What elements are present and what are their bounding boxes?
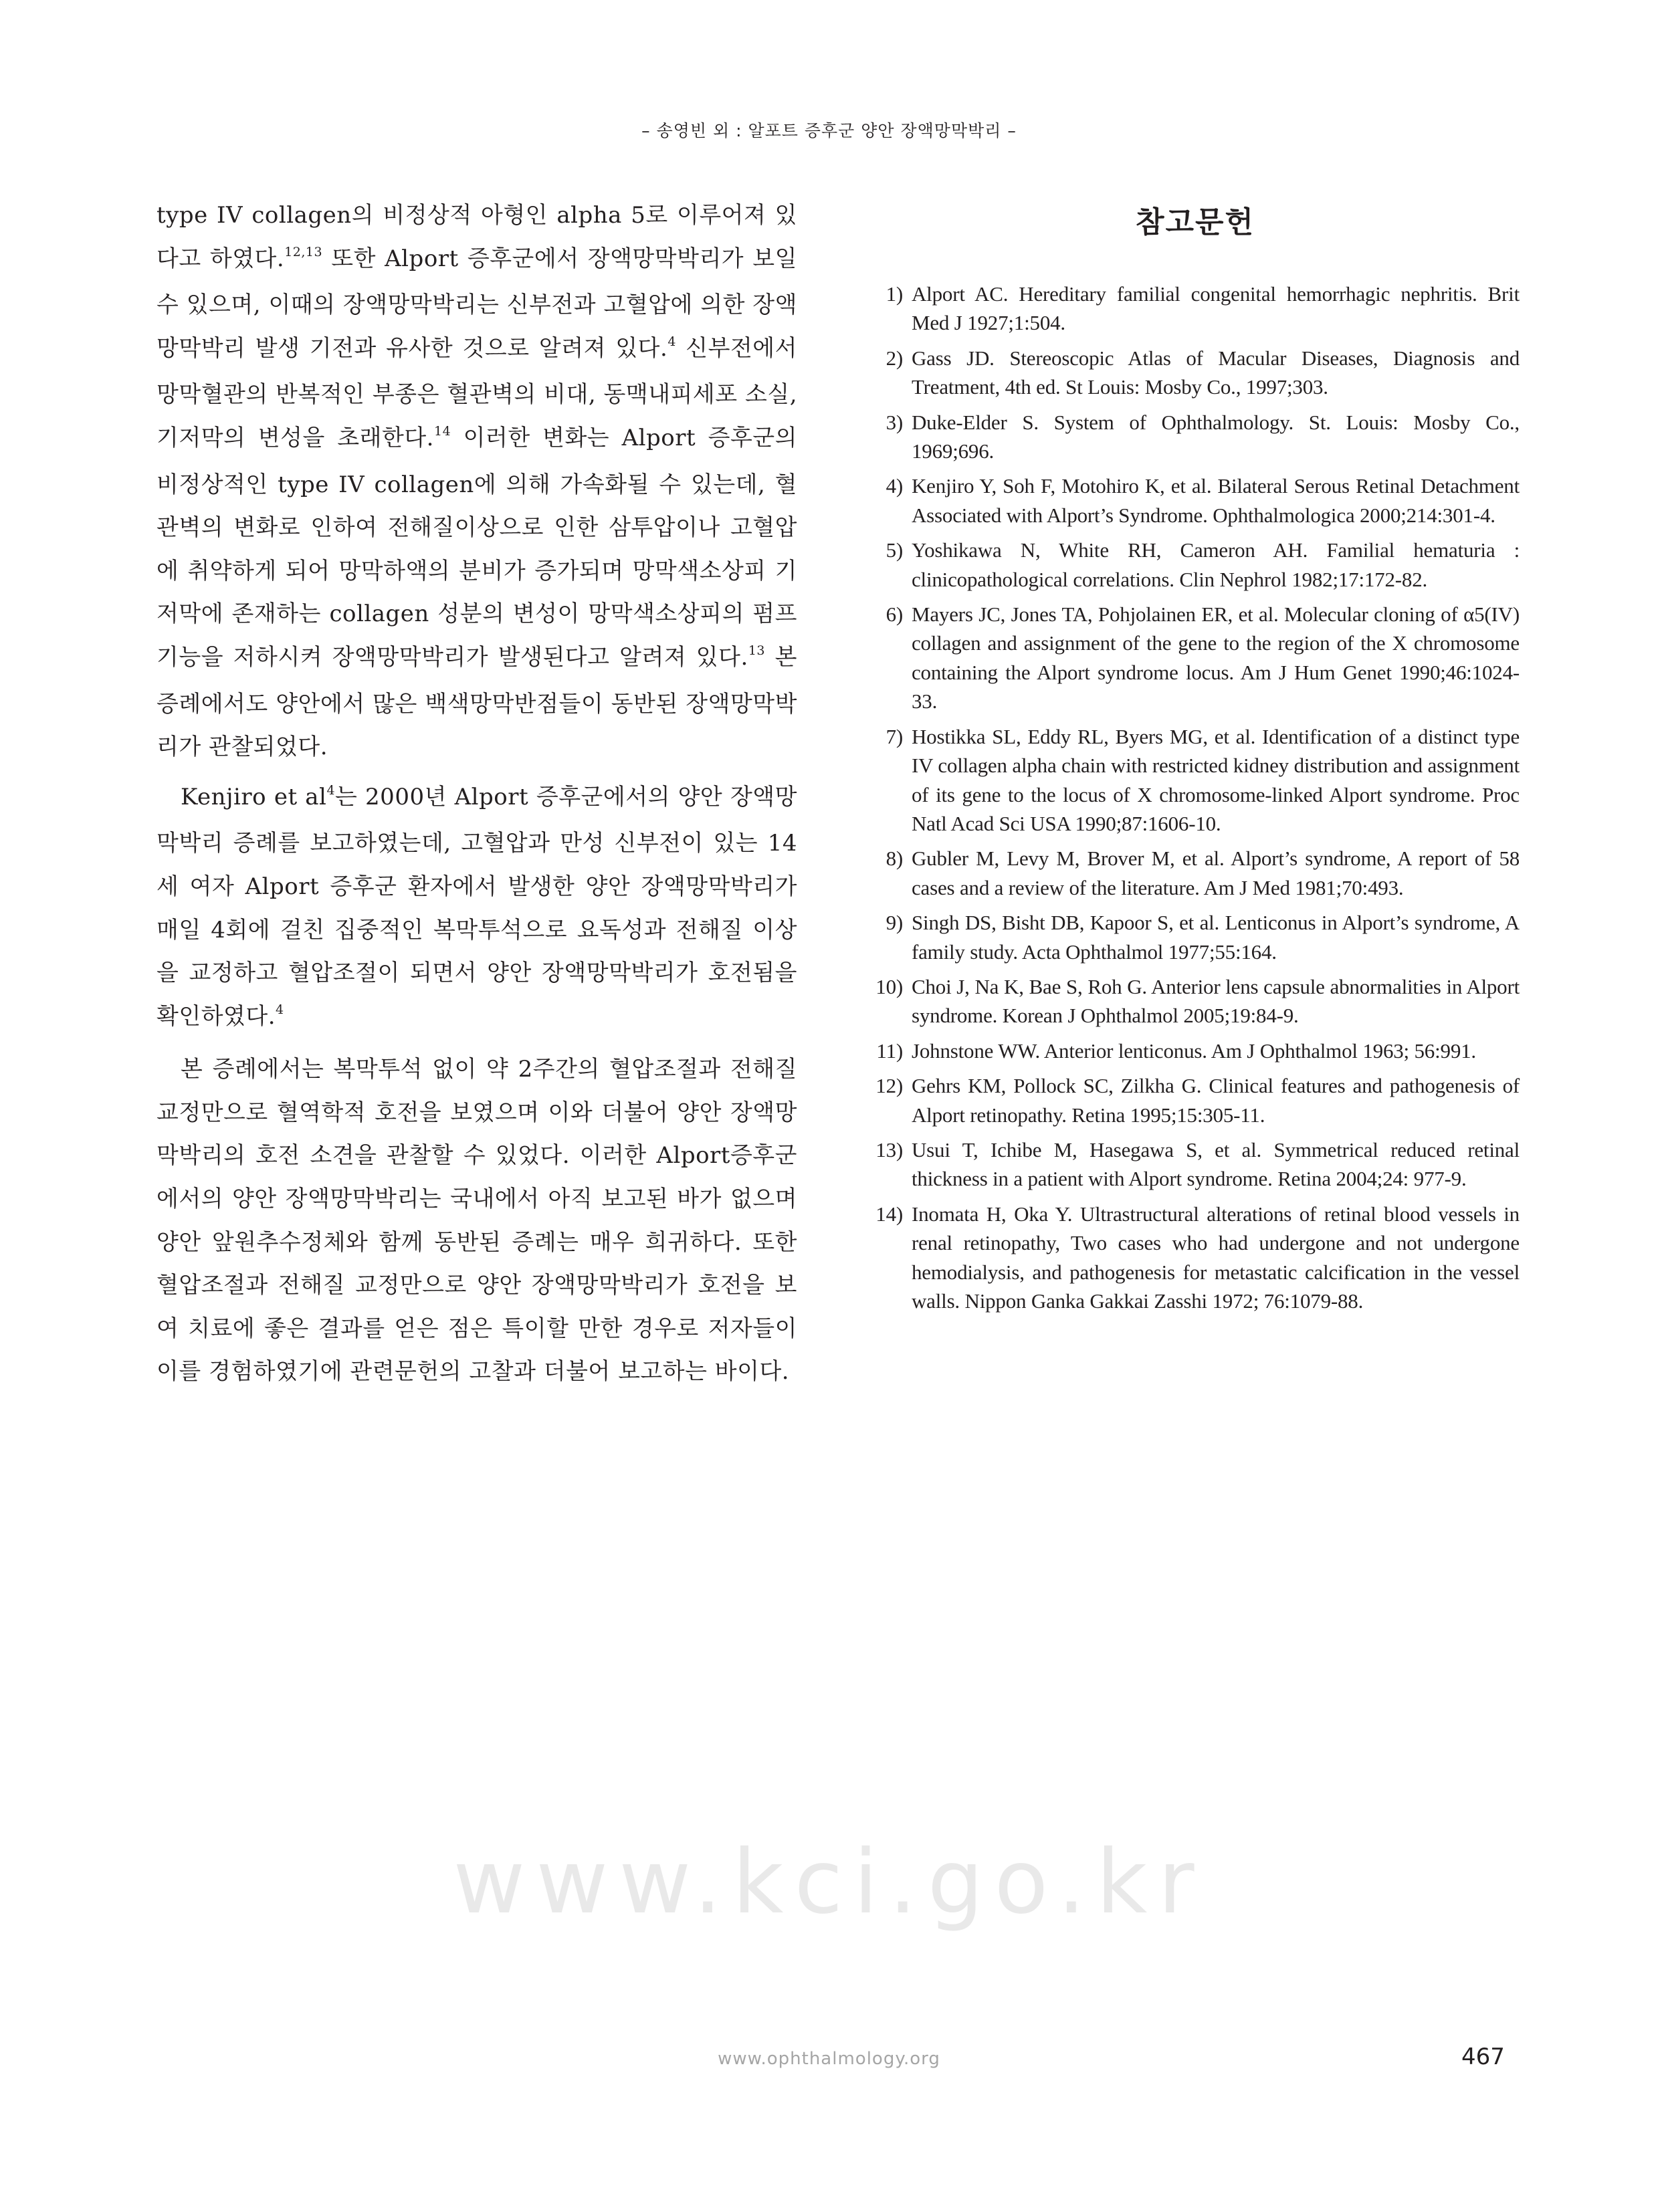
references-column	[871, 198, 1520, 1321]
p2-text-b: 는 2000년 Alport 증후군에서의 양안 장액망막박리 증례를 보고하였는데, 고혈압과 만성 신부전이 있는 14세 여자 Alport 증후군 환자에서 발생한 양안 장액망막박리가 매일 4회에 걸친 집중적인 복막투석으로 요독성과 전해질 이상을 교정하고 혈압조절이 되면서 양안 장액망막박리가 호전됨을 확인하였다.	[157, 783, 797, 1030]
p1-text-b: 또한 Alport 증후군에서 장액망막박리가 보일 수 있으며, 이때의 장액망막박리는 신부전과 고혈압에 의한 장액망막박리 발생 기전과 유사한 것으로 알려져 있다.	[157, 245, 797, 362]
citation-4: 4	[276, 1002, 284, 1017]
reference-item	[871, 1036, 1520, 1065]
watermark: www.kci.go.kr	[453, 1831, 1205, 1934]
reference-item	[871, 1135, 1520, 1194]
page-number: 467	[1461, 2043, 1505, 2070]
reference-text: Inomata H, Oka Y. Ultrastructural alterations of retinal blood vessels in renal retinopathy, Two cases who had undergone and not undergone hemodialysis, and pathogenesis for metastatic calcification in the vessel walls. Nippon Ganka Gakkai Zasshi 1972; 76:1079-88.	[912, 1202, 1520, 1313]
reference-number: 5)	[886, 538, 903, 562]
citation-4: 4	[667, 334, 676, 349]
citation-14: 14	[434, 423, 451, 439]
body-paragraph-3: 본 증례에서는 복막투석 없이 약 2주간의 혈압조절과 전해질 교정만으로 혈역학적 호전을 보였으며 이와 더불어 양안 장액망막박리의 호전 소견을 관찰할 수 있었다. 이러한 Alport증후군에서의 양안 장액망막박리는 국내에서 아직 보고된 바가 없으며 양안 앞원추수정체와 함께 동반된 증례는 매우 희귀하다. 또한 혈압조절과 전해질 교정만으로 양안 장액망막박리가 호전을 보여 치료에 좋은 결과를 얻은 점은 특이할 만한 경우로 저자들이 이를 경험하였기에 관련문헌의 고찰과 더불어 보고하는 바이다.	[157, 1056, 797, 1386]
reference-text: Gehrs KM, Pollock SC, Zilkha G. Clinical features and pathogenesis of Alport retinopathy. Retina 1995;15:305-11.	[912, 1074, 1520, 1127]
reference-text: Kenjiro Y, Soh F, Motohiro K, et al. Bilateral Serous Retinal Detachment Associated with Alport’s Syndrome. Ophthalmologica 2000;214:301-4.	[912, 474, 1520, 527]
reference-item	[871, 908, 1520, 966]
reference-number: 1)	[886, 282, 903, 306]
reference-text: Alport AC. Hereditary familial congenital hemorrhagic nephritis. Brit Med J 1927;1:504.	[912, 282, 1520, 335]
p1-text-c: 신부전에서 망막혈관의 반복적인 부종은 혈관벽의 비대, 동맥내피세포 소실, 기저막의 변성을 초래한다.	[157, 334, 797, 451]
p1-text-a: type IV collagen의 비정상적 아형인 alpha 5로 이루어져 있다고 하였다.	[157, 202, 797, 272]
reference-number: 4)	[886, 474, 903, 498]
reference-text: Hostikka SL, Eddy RL, Byers MG, et al. Identification of a distinct type IV collagen alpha chain with restricted kidney distribution and assignment of its gene to the locus of X chromosome-linked Alport syndrome. Proc Natl Acad Sci USA 1990;87:1606-10.	[912, 724, 1520, 835]
reference-item	[871, 722, 1520, 839]
citation-12-13: 12,13	[284, 244, 323, 259]
reference-item	[871, 972, 1520, 1030]
reference-item	[871, 600, 1520, 716]
reference-text: Yoshikawa N, White RH, Cameron AH. Familial hematuria : clinicopathological correlations. Clin Nephrol 1982;17:172-82.	[912, 538, 1520, 591]
citation-4: 4	[326, 782, 336, 798]
reference-number: 12)	[875, 1074, 903, 1098]
reference-number: 13)	[875, 1137, 903, 1162]
reference-number: 3)	[886, 410, 903, 434]
reference-text: Mayers JC, Jones TA, Pohjolainen ER, et al. Molecular cloning of α5(IV) collagen and assignment of the gene to the region of the X chromosome containing the Alport syndrome locus. Am J Hum Genet 1990;46:1024-33.	[912, 602, 1520, 713]
reference-list	[871, 280, 1520, 1315]
reference-item	[871, 344, 1520, 402]
reference-item	[871, 280, 1520, 338]
footer-url: www.ophthalmology.org	[718, 2049, 940, 2069]
body-paragraph-2	[157, 776, 797, 1042]
reference-number: 11)	[876, 1038, 903, 1063]
reference-item	[871, 408, 1520, 466]
citation-13: 13	[748, 643, 765, 658]
p1-text-e: 본 증례에서도 양안에서 많은 백색망막반점들이 동반된 장액망막박리가 관찰되었다.	[157, 643, 797, 761]
references-title: 참고문헌	[1135, 205, 1255, 239]
p1-text-d: 이러한 변화는 Alport 증후군의 비정상적인 type IV collagen에 의해 가속화될 수 있는데, 혈관벽의 변화로 인하여 전해질이상으로 인한 삼투압이나 고혈압에 취약하게 되어 망막하액의 분비가 증가되며 망막색소상피 기저막에 존재하는 collagen 성분의 변성이 망막색소상피의 펌프기능을 저하시켜 장액망막박리가 발생된다고 알려져 있다.	[157, 424, 797, 671]
reference-number: 9)	[886, 911, 903, 935]
running-head: – 송영빈 외 : 알포트 증후군 양안 장액망막박리 –	[641, 121, 1017, 140]
reference-item	[871, 536, 1520, 594]
reference-number: 2)	[886, 346, 903, 370]
reference-text: Duke-Elder S. System of Ophthalmology. St. Louis: Mosby Co., 1969;696.	[912, 410, 1520, 463]
reference-text: Gubler M, Levy M, Brover M, et al. Alport’s syndrome, A report of 58 cases and a review of the literature. Am J Med 1981;70:493.	[912, 847, 1520, 899]
reference-item	[871, 1071, 1520, 1129]
p2-text-a: Kenjiro et al	[181, 783, 327, 810]
reference-item	[871, 1200, 1520, 1316]
body-text-column	[157, 194, 797, 1394]
reference-number: 7)	[886, 724, 903, 748]
reference-item	[871, 844, 1520, 902]
reference-text: Choi J, Na K, Bae S, Roh G. Anterior lens capsule abnormalities in Alport syndrome. Korean J Ophthalmol 2005;19:84-9.	[912, 974, 1520, 1028]
reference-text: Johnstone WW. Anterior lenticonus. Am J Ophthalmol 1963; 56:991.	[912, 1038, 1476, 1063]
reference-number: 14)	[875, 1202, 903, 1226]
reference-text: Usui T, Ichibe M, Hasegawa S, et al. Symmetrical reduced retinal thickness in a patient with Alport syndrome. Retina 2004;24: 977-9.	[912, 1137, 1520, 1191]
reference-text: Singh DS, Bisht DB, Kapoor S, et al. Lenticonus in Alport’s syndrome, A family study. Acta Ophthalmol 1977;55:164.	[912, 911, 1520, 964]
reference-text: Gass JD. Stereoscopic Atlas of Macular Diseases, Diagnosis and Treatment, 4th ed. St Louis: Mosby Co., 1997;303.	[912, 346, 1520, 399]
reference-number: 8)	[886, 847, 903, 871]
reference-number: 10)	[875, 974, 903, 998]
reference-number: 6)	[886, 602, 903, 627]
body-paragraph-1	[157, 194, 797, 769]
reference-item	[871, 471, 1520, 530]
